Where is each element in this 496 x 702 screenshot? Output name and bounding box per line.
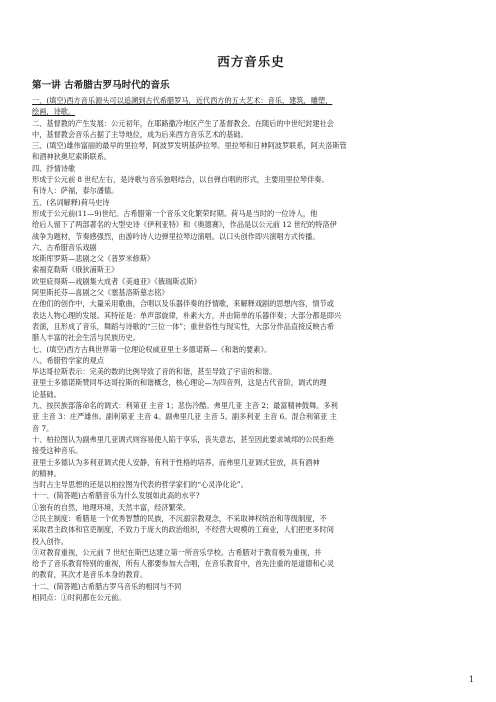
text-line: 亚里士多德认为多利亚调式使人安静，有利于性格的培养，而弗里几亚调式狂放，具有酒神 bbox=[32, 457, 320, 467]
text-line: 和酒神狄奥尼索斯联系。 bbox=[32, 152, 112, 162]
text-line: 八、希腊哲学家的观点 bbox=[32, 355, 104, 365]
text-line: 形成于公元前(11—9)世纪。古希腊第一个音乐文化繁荣时期。荷马是当时的一位诗人，他 bbox=[32, 208, 318, 218]
text-line: 六、古希腊音乐戏剧 bbox=[32, 242, 97, 252]
document-page bbox=[32, 52, 470, 603]
text-line: 在他们的创作中，大量采用歌曲，合唱以及乐器伴奏的抒情歌，来解释戏剧的思想内容，情节或 bbox=[32, 299, 334, 309]
body-text bbox=[32, 95, 470, 603]
lecture-heading: 第一讲 古希腊古罗马时代的音乐 bbox=[32, 80, 170, 91]
text-line: ①独有的自然，地理环境，天然丰富，经济繁荣。 bbox=[32, 502, 191, 512]
text-line: 有诗人：萨福，泰尔潘德。 bbox=[32, 186, 119, 196]
text-line: 绘画，诗歌。 bbox=[32, 107, 76, 117]
text-line: 十、柏拉图认为副弗里几亚调式则容易使人陷于享乐，丧失意志，甚至因此要求城邦的公民拒绝 bbox=[32, 434, 334, 444]
text-line: 的教育，其次才是音乐本身的教育。 bbox=[32, 570, 148, 580]
text-line: 九、按民族部落命名的调式：利第亚 主音 1；悲伤冷酷。弗里几亚 主音 2；最富精神鼓舞。多利 bbox=[32, 401, 338, 411]
text-line: 亚里士多德诺斯赞同毕达哥拉斯的和谐概念，核心理论—为四音列，这是古代音阶，调式的理 bbox=[32, 378, 327, 388]
text-line: 四、抒情诗歌 bbox=[32, 163, 76, 173]
text-line: 相同点：①时间都在公元前。 bbox=[32, 593, 126, 603]
text-line: 十一、(简答题)古希腊音乐为什么发展如此高的水平? bbox=[32, 491, 200, 501]
text-line: 论基础。 bbox=[32, 389, 61, 399]
text-line: 战争为题材，节奏感强烈，由游吟诗人边弹里拉琴边演唱。以口头创作即兴演唱方式传播。 bbox=[32, 231, 320, 241]
text-line: ③对教育重视，公元前 7 世纪在斯巴达建立第一所音乐学校。古希腊对于教育极为重视，并 bbox=[32, 547, 322, 557]
text-line: 埃斯库罗斯—悲剧之父《普罗米修斯》 bbox=[32, 254, 155, 264]
text-line: 投入创作。 bbox=[32, 536, 68, 546]
text-line: 毕达哥拉斯表示：完美的数的比例导致了音的和谐，甚至导致了宇宙的和谐。 bbox=[32, 367, 277, 377]
text-line: 采取君主政体和官吏制度，不致力于庞大的政治组织，不经营大规模的工商业，人们把更多时间 bbox=[32, 525, 334, 535]
text-line: 索福克勒斯《俄狄浦斯王》 bbox=[32, 265, 119, 275]
text-line: 形成于公元前 8 世纪左右，是诗歌与音乐独唱结合，以自弹自唱的形式，主要用里拉琴伴奏。 bbox=[32, 175, 329, 185]
text-line: ②民主制度：希腊是一个优秀智慧的民族，不沉溺宗教观念，不采取神权统治和等级制度，不 bbox=[32, 513, 327, 523]
text-line: 腊人丰富的社会生活与民族历史。 bbox=[32, 333, 140, 343]
text-line: 表演，且形成了音乐，舞蹈与诗歌的“三位一体”；重世俗性与现实性，大部分作品直接反映古希 bbox=[32, 321, 335, 331]
text-line: 阿里斯托芬—喜剧之父《塞基洛斯墓志铭》 bbox=[32, 288, 169, 298]
text-line: 欧里庇得斯—戏剧集大成者《美迪亚》《俄瑞斯忒斯》 bbox=[32, 276, 201, 286]
text-line: 三、(填空)雄伟富丽的最早的里拉琴，阿波罗发明基萨拉琴。里拉琴和日神阿波罗联系，阿夫洛斯管 bbox=[32, 141, 347, 151]
text-line: 接受这种音乐。 bbox=[32, 446, 83, 456]
text-line: 表达人物心理的发展。其特征是：单声部旋律，朴素大方，并由简单的乐器伴奏；大部分都是即兴 bbox=[32, 310, 342, 320]
text-line: 给予了音乐教育特别的重视，所有人都要参加大合唱，在音乐教育中，首先注重的是道德和心灵 bbox=[32, 559, 334, 569]
text-line: 中，基督教会音乐占据了主导地位，成为后来西方音乐艺术的基础。 bbox=[32, 129, 248, 139]
text-line: 二、基督教的产生发展：公元初年，在耶路撒冷地区产生了基督教会。在随后的中世纪封建社会 bbox=[32, 118, 334, 128]
page-number: 1 bbox=[468, 675, 474, 684]
text-line: 五、(名词解释)荷马史诗 bbox=[32, 197, 110, 207]
document-title: 西方音乐史 bbox=[217, 54, 285, 69]
text-line: 音 7。 bbox=[32, 423, 54, 433]
text-line: 一、(填空)西方音乐源头可以追溯到古代希腊罗马，近代西方的五大艺术：音乐，建筑，雕塑， bbox=[32, 96, 333, 105]
text-line: 当时占主导思想的还是以柏拉图为代表的哲学家们的“心灵净化论”。 bbox=[32, 480, 248, 490]
text-line: 十二、(简答题)古希腊古罗马音乐的相同与不同 bbox=[32, 581, 182, 591]
text-line: 亚 主音 3：庄严雄伟。副利第亚 主音 4。副弗里几亚 主音 5。副多利亚 主音 6。混合利第亚 主 bbox=[32, 412, 337, 422]
text-line: 的精神。 bbox=[32, 468, 61, 478]
text-line: 七、(填空)西方古典世界第一位理论权威亚里士多德诺斯—《和谐的要素》。 bbox=[32, 344, 272, 354]
text-line: 给后人留下了两部著名的大型史诗《伊利亚特》和《奥德赛》，作品是以公元前 12 世纪的特洛伊 bbox=[32, 220, 337, 230]
